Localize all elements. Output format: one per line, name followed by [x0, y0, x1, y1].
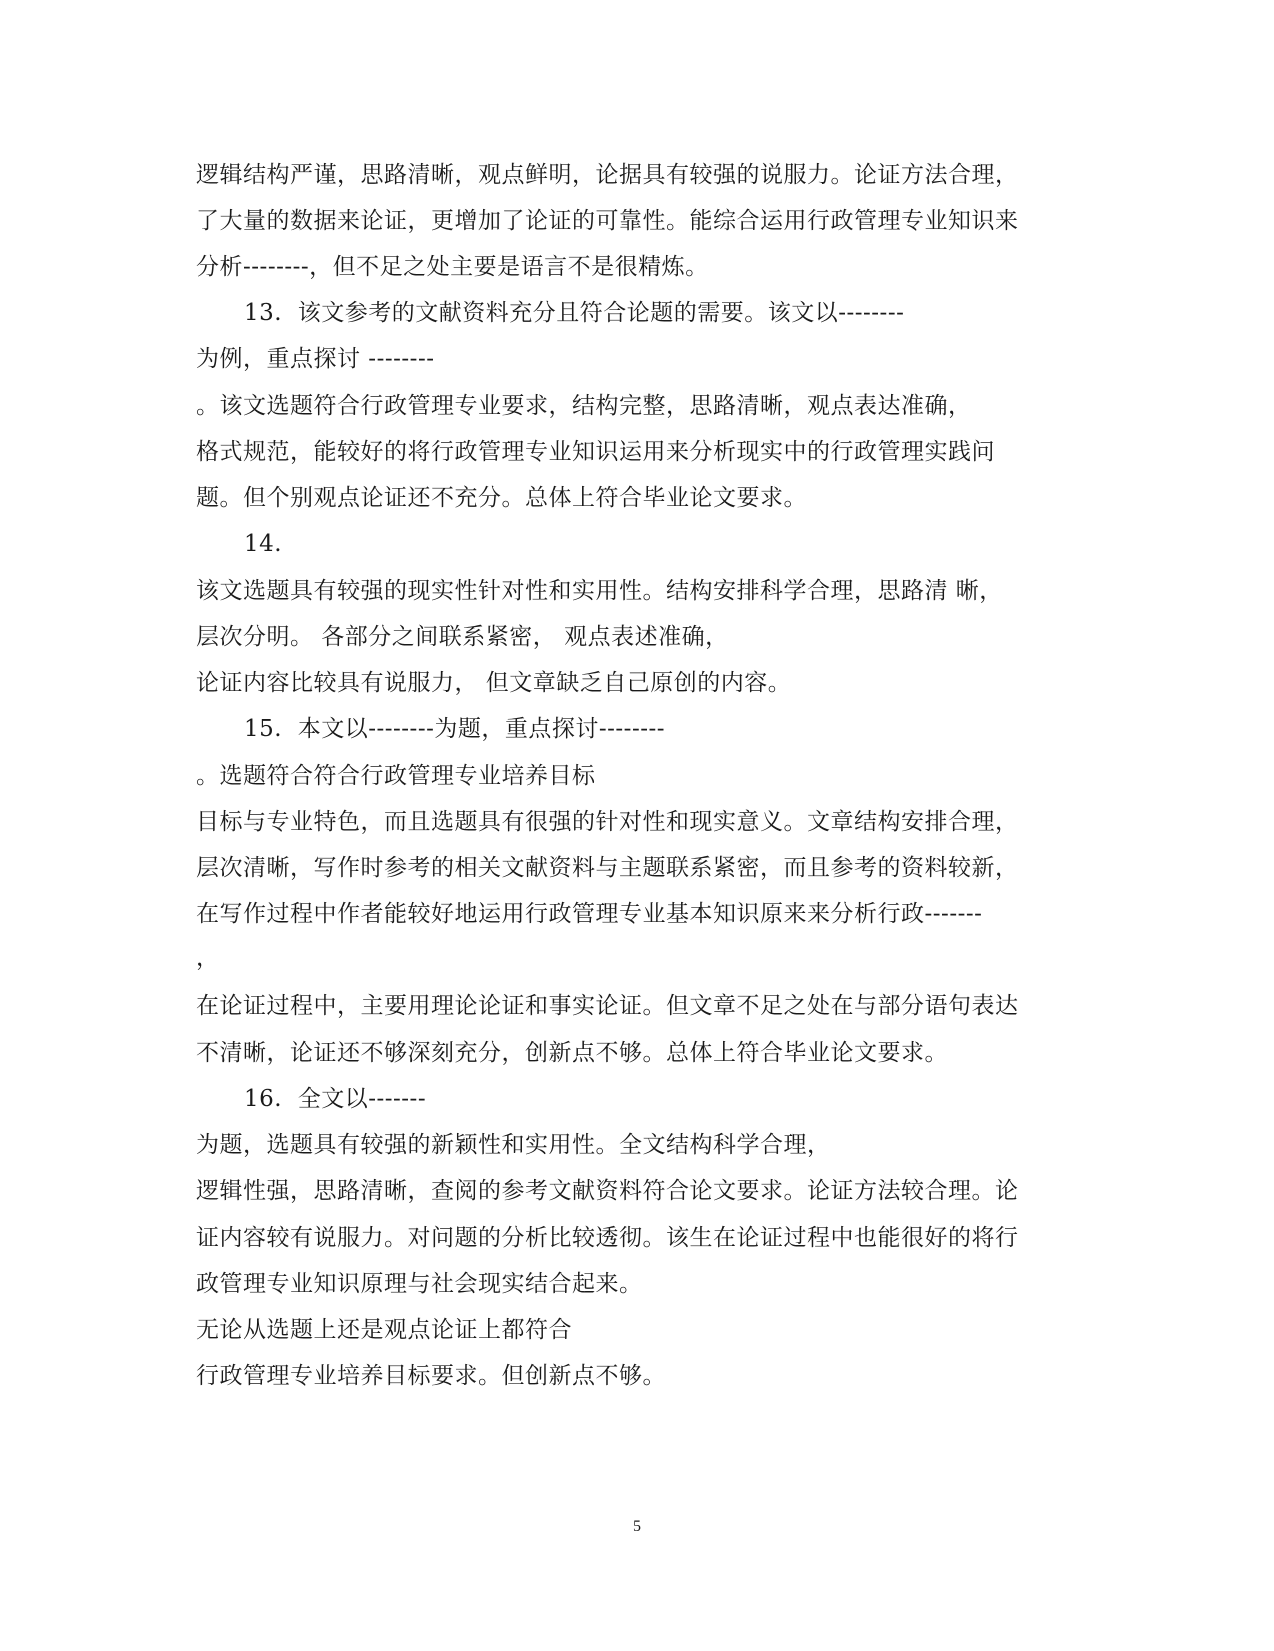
page-number: 5 [633, 1518, 641, 1535]
text-line: 政管理专业知识原理与社会现实结合起来。 [196, 1271, 643, 1297]
item-16-heading: 16. 全文以------- [244, 1086, 427, 1112]
text-line: 。选题符合符合行政管理专业培养目标 [196, 763, 596, 789]
text-line: 无论从选题上还是观点论证上都符合 [196, 1317, 572, 1343]
text-line: 为例，重点探讨 -------- [196, 346, 435, 372]
text-line: 在论证过程中，主要用理论论证和事实论证。但文章不足之处在与部分语句表达 [196, 993, 1019, 1019]
text-line: 了大量的数据来论证，更增加了论证的可靠性。能综合运用行政管理专业知识来 [196, 208, 1019, 234]
text-line: 为题，选题具有较强的新颖性和实用性。全文结构科学合理， [196, 1132, 831, 1158]
item-15-heading: 15. 本文以--------为题，重点探讨-------- [244, 716, 666, 742]
text-line: 分析--------，但不足之处主要是语言不是很精炼。 [196, 254, 709, 280]
text-line: 证内容较有说服力。对问题的分析比较透彻。该生在论证过程中也能很好的将行 [196, 1225, 1019, 1251]
text-line: ， [196, 945, 220, 971]
text-line: 在写作过程中作者能较好地运用行政管理专业基本知识原来来分析行政------- [196, 901, 983, 927]
text-line: 逻辑性强，思路清晰，查阅的参考文献资料符合论文要求。论证方法较合理。论 [196, 1178, 1019, 1204]
text-line: 。该文选题符合行政管理专业要求，结构完整，思路清晰，观点表达准确， [196, 393, 972, 419]
text-line: 行政管理专业培养目标要求。但创新点不够。 [196, 1363, 666, 1389]
text-line: 不清晰，论证还不够深刻充分，创新点不够。总体上符合毕业论文要求。 [196, 1040, 948, 1066]
item-14-heading: 14. [244, 531, 283, 557]
text-line: 格式规范，能较好的将行政管理专业知识运用来分析现实中的行政管理实践问 [196, 439, 995, 465]
text-line: 该文选题具有较强的现实性针对性和实用性。结构安排科学合理，思路清 晰， [196, 578, 1003, 604]
text-line: 论证内容比较具有说服力， 但文章缺乏自己原创的内容。 [196, 670, 792, 696]
text-line: 目标与专业特色，而且选题具有很强的针对性和现实意义。文章结构安排合理， [196, 809, 1019, 835]
item-13-heading: 13. 该文参考的文献资料充分且符合论题的需要。该文以-------- [244, 300, 905, 326]
text-line: 逻辑结构严谨，思路清晰，观点鲜明，论据具有较强的说服力。论证方法合理， [196, 162, 1019, 188]
text-line: 题。但个别观点论证还不充分。总体上符合毕业论文要求。 [196, 485, 807, 511]
text-line: 层次清晰，写作时参考的相关文献资料与主题联系紧密，而且参考的资料较新， [196, 855, 1019, 881]
text-line: 层次分明。 各部分之间联系紧密， 观点表述准确， [196, 624, 729, 650]
